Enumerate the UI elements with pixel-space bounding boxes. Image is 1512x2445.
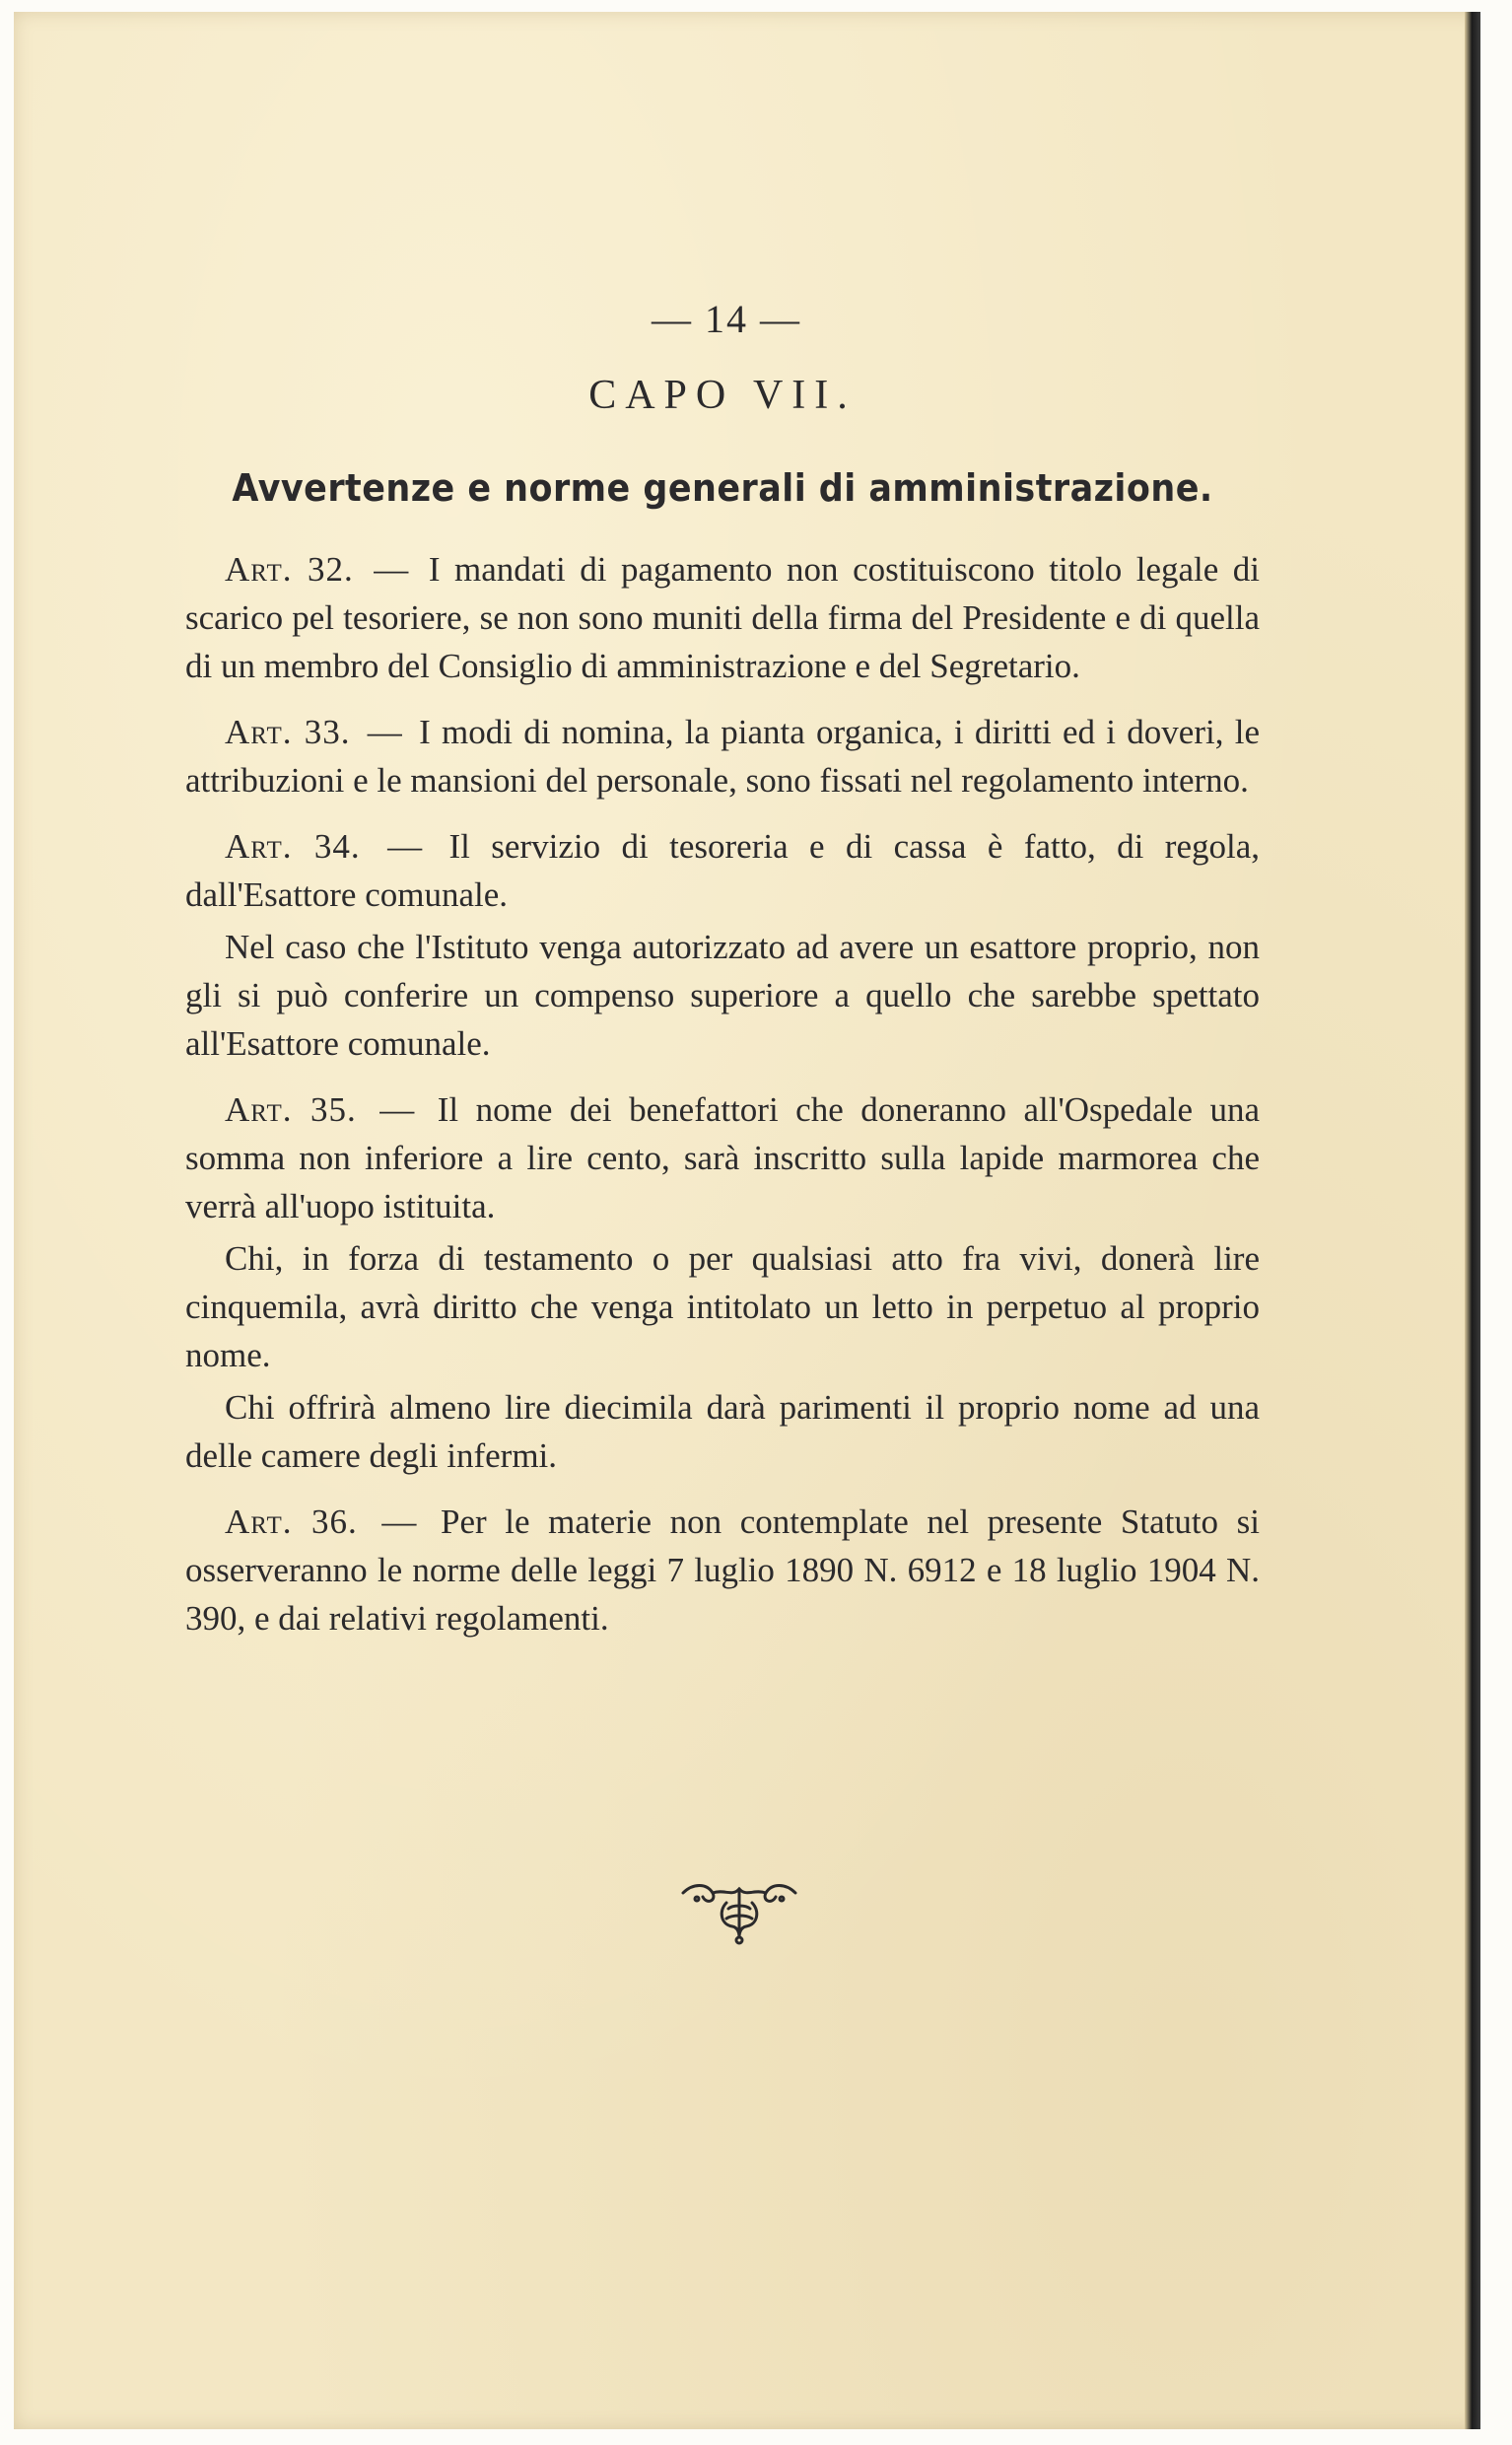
article-32 (185, 545, 1260, 690)
page-text (185, 296, 1260, 1660)
article-dash: — (387, 827, 423, 866)
article-36 (185, 1498, 1260, 1642)
article-35 (185, 1085, 1260, 1230)
article-label: Art. 35. (225, 1090, 357, 1129)
article-33 (185, 708, 1260, 804)
article-35-continuation: Chi, in forza di testamento o per qualsiasi atto fra vivi, donerà lire cinquemila, avrà diritto che venga intitolato un letto in perpetuo al proprio nome. (185, 1239, 1260, 1374)
article-text: I modi di nomina, la pianta organica, i diritti ed i doveri, le attribuzioni e le mansioni del personale, sono fissati nel regolamento interno. (185, 713, 1260, 800)
article-dash: — (374, 550, 409, 589)
article-35-continuation-2: Chi offrirà almeno lire diecimila darà parimenti il proprio nome ad una delle camere degli infermi. (185, 1388, 1260, 1475)
article-dash: — (381, 1502, 417, 1541)
article-text: Il nome dei benefattori che doneranno all'Ospedale una somma non inferiore a lire cento, sarà inscritto sulla lapide marmorea che verrà all'uopo istituita. (185, 1090, 1261, 1225)
section-heading: Avvertenze e norme generali di amministrazione. (232, 466, 1213, 510)
article-34-continuation: Nel caso che l'Istituto venga autorizzato ad avere un esattore proprio, non gli si può conferire un compenso superiore a quello che sarebbe spettato all'Esattore comunale. (185, 928, 1260, 1063)
binding-edge (1465, 12, 1480, 2429)
article-text: Il servizio di tesoreria e di cassa è fatto, di regola, dall'Esattore comunale. (185, 827, 1260, 914)
article-text: Per le materie non contemplate nel presente Statuto si osserveranno le norme delle leggi 7 luglio 1890 N. 6912 e 18 luglio 1904 N. 390, e dai relativi regolamenti. (185, 1502, 1260, 1638)
article-dash: — (367, 713, 402, 751)
chapter-title: CAPO VII. (588, 373, 857, 418)
article-label: Art. 32. (225, 550, 354, 589)
article-label: Art. 33. (225, 713, 351, 751)
article-34 (185, 822, 1260, 919)
page-number: — 14 — (652, 297, 801, 341)
article-dash: — (379, 1090, 415, 1129)
article-label: Art. 34. (225, 827, 361, 866)
article-text: I mandati di pagamento non costituiscono titolo legale di scarico pel tesoriere, se non sono muniti della firma del Presidente e di quella di un membro del Consiglio di amministrazione e del Segretario. (185, 550, 1261, 685)
fleuron-ornament (677, 1879, 801, 1946)
article-label: Art. 36. (225, 1502, 358, 1541)
